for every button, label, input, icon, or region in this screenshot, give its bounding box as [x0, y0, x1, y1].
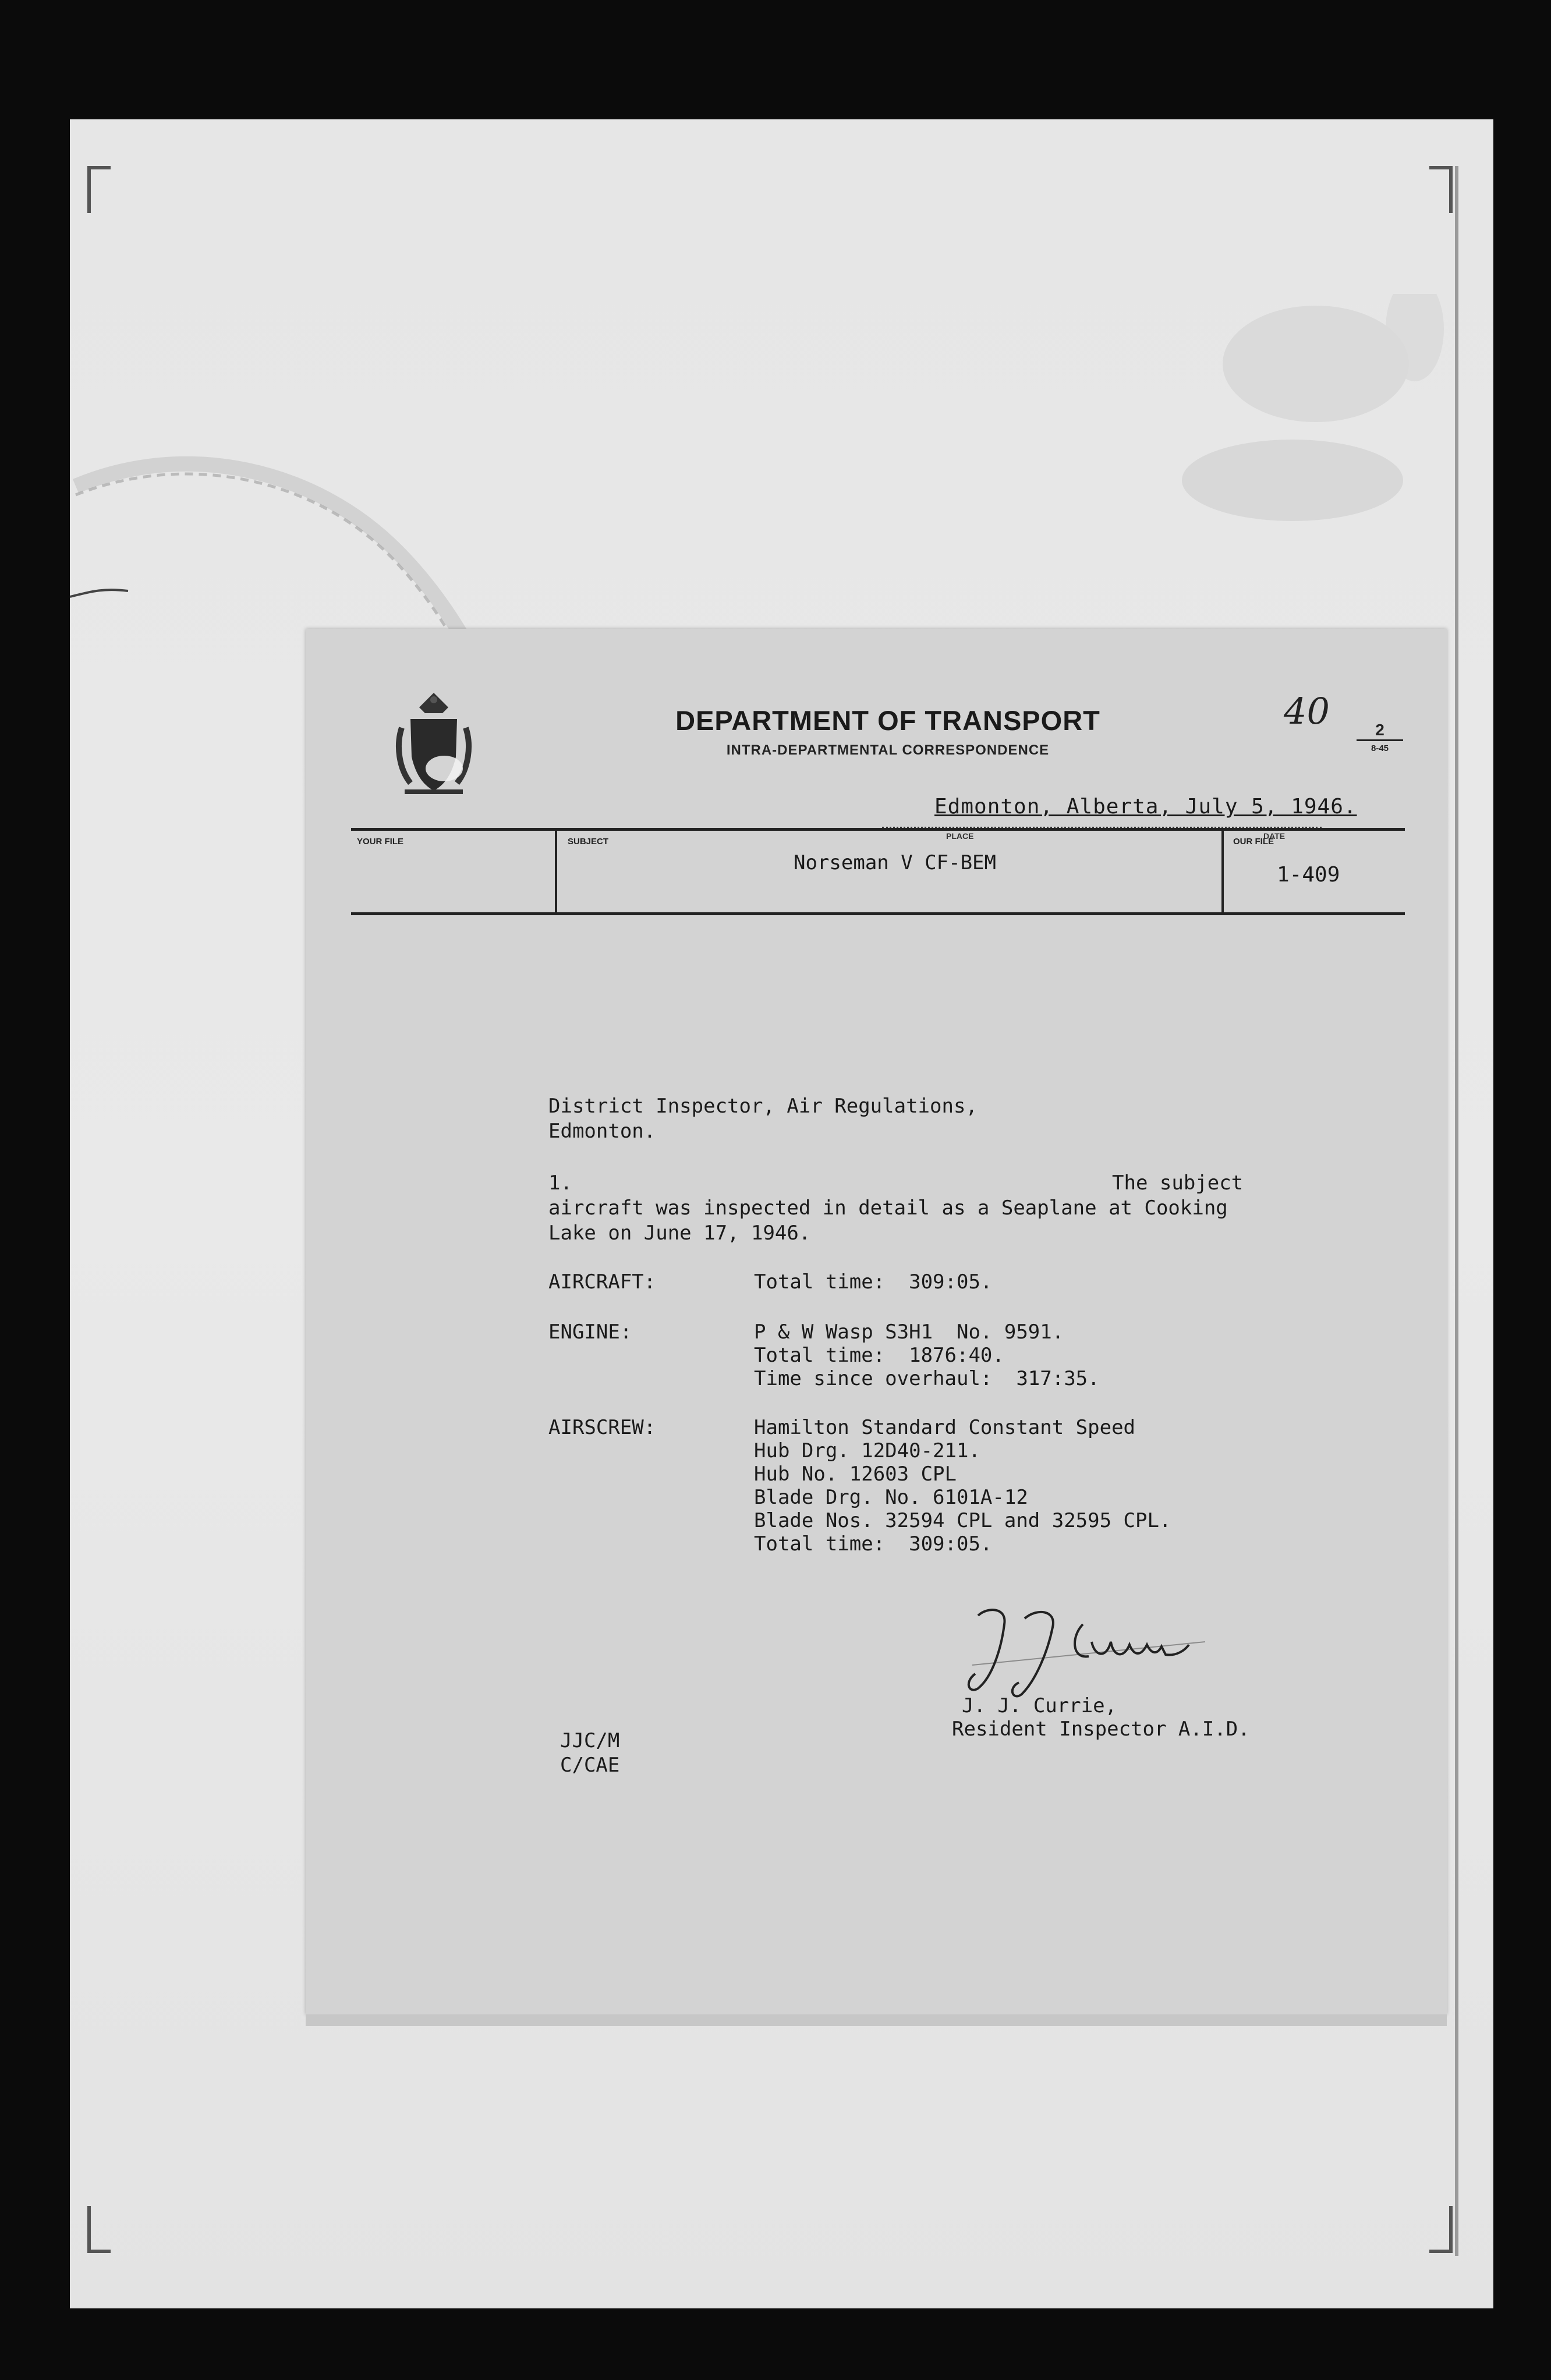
corner-mark-top-left — [87, 166, 111, 213]
airscrew-label: AIRSCREW: — [548, 1416, 656, 1439]
your-file-label: YOUR FILE — [357, 837, 404, 847]
paragraph-text: Lake on June 17, 1946. — [548, 1221, 811, 1245]
corner-mark-bottom-left — [87, 2206, 111, 2253]
aircraft-label: AIRCRAFT: — [548, 1270, 656, 1294]
airscrew-detail: Hub No. 12603 CPL — [754, 1462, 957, 1486]
airscrew-detail: Blade Drg. No. 6101A-12 — [754, 1486, 1028, 1509]
subject-value: Norseman V CF-BEM — [794, 851, 996, 874]
engine-detail: Time since overhaul: 317:35. — [754, 1367, 1100, 1390]
reference-distribution: C/CAE — [560, 1754, 620, 1777]
form-number-top: 2 — [1357, 721, 1403, 741]
department-title: DEPARTMENT OF TRANSPORT — [675, 705, 1100, 736]
header-divider — [555, 831, 557, 912]
date-label: DATE — [1263, 831, 1286, 841]
airscrew-detail: Blade Nos. 32594 CPL and 32595 CPL. — [754, 1509, 1171, 1532]
adhesive-stain-right — [1176, 294, 1479, 562]
paragraph-text: The subject — [1112, 1171, 1244, 1195]
addressee-line: District Inspector, Air Regulations, — [548, 1095, 978, 1118]
signer-typed-name: J. J. Currie, — [962, 1694, 1117, 1717]
corner-mark-bottom-right — [1429, 2206, 1453, 2253]
engine-label: ENGINE: — [548, 1320, 632, 1344]
file-subject-header — [351, 828, 1405, 915]
our-file-label: OUR FILE — [1233, 837, 1274, 847]
engine-detail: Total time: 1876:40. — [754, 1344, 1004, 1367]
airscrew-detail: Total time: 309:05. — [754, 1532, 993, 1556]
correspondence-sheet — [306, 629, 1447, 2014]
header-divider — [1221, 831, 1224, 912]
place-date-value: Edmonton, Alberta, July 5, 1946. — [934, 795, 1357, 819]
form-code: 8-45 — [1371, 743, 1389, 753]
place-label: PLACE — [946, 831, 974, 841]
addressee-line: Edmonton. — [548, 1120, 656, 1143]
paragraph-number: 1. — [548, 1171, 572, 1195]
sheet-bottom-edge — [306, 2014, 1447, 2026]
royal-coat-of-arms-icon — [387, 687, 480, 798]
corner-mark-top-right — [1429, 166, 1453, 213]
subject-label: SUBJECT — [568, 837, 609, 847]
our-file-value: 1-409 — [1277, 863, 1340, 887]
paragraph-text: aircraft was inspected in detail as a Seaplane at Cooking — [548, 1196, 1228, 1220]
handwritten-folio-number: 40 — [1284, 690, 1330, 732]
engine-detail: P & W Wasp S3H1 No. 9591. — [754, 1320, 1064, 1344]
signer-title: Resident Inspector A.I.D. — [952, 1717, 1250, 1741]
form-number — [1357, 721, 1403, 753]
airscrew-detail: Hub Drg. 12D40-211. — [754, 1439, 980, 1462]
reference-initials: JJC/M — [560, 1729, 620, 1752]
aircraft-detail: Total time: 309:05. — [754, 1270, 993, 1294]
correspondence-subtitle: INTRA-DEPARTMENTAL CORRESPONDENCE — [726, 742, 1050, 758]
airscrew-detail: Hamilton Standard Constant Speed — [754, 1416, 1136, 1439]
